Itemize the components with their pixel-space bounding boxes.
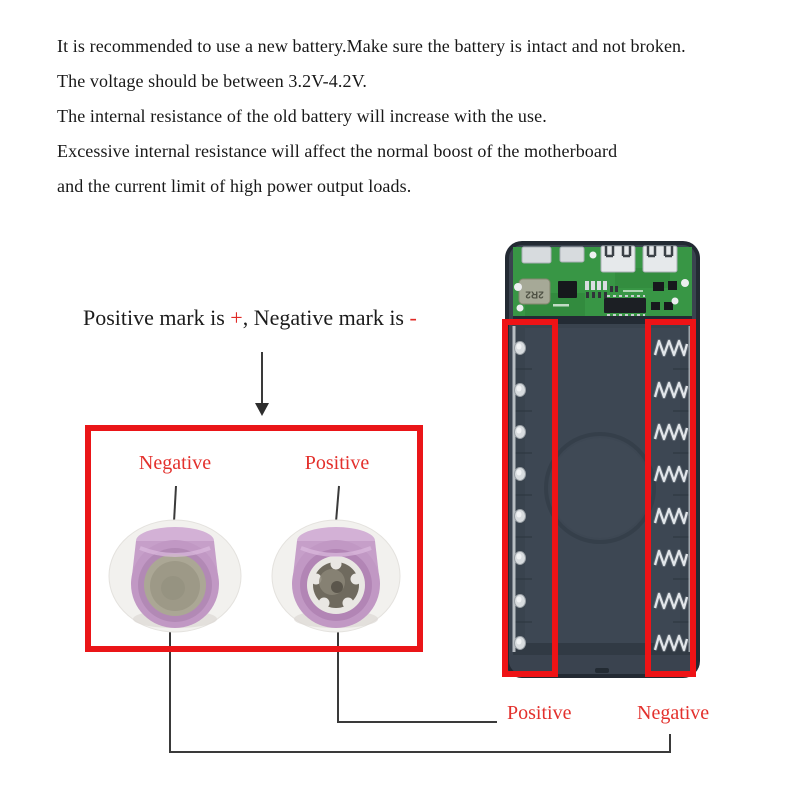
micro-usb-port [522,247,551,263]
usb-a-port-2 [643,246,677,272]
led-hole [590,252,597,259]
screw-hole-right-2 [672,298,679,305]
soic-chip [604,296,646,315]
down-arrow-head [255,403,269,416]
circuit-board [513,246,692,323]
case-negative-label: Negative [637,702,710,724]
small-chip-1 [653,282,664,291]
small-chip-4 [664,302,673,310]
powerbank-case [495,238,710,683]
screw-hole-left-2 [517,305,524,312]
small-chip-3 [651,302,660,310]
case-positive-label: Positive [507,702,572,724]
instruction-line-1: It is recommended to use a new battery.Make sure the battery is intact and not broken. [57,36,686,56]
box-negative-label: Negative [138,452,212,474]
instruction-line-5: and the current limit of high power output loads. [57,176,412,196]
plus-mark: + [230,305,243,330]
screw-hole-right [681,279,689,287]
instruction-line-4: Excessive internal resistance will affect the normal boost of the motherboard [57,141,618,161]
ic-chip [558,281,577,298]
inductor-label: 2R2 [525,288,544,300]
polarity-detail-box [85,425,423,652]
usb-a-port-1 [601,246,635,272]
polarity-note-text: Positive mark is [83,305,231,330]
polarity-note-text2: , Negative mark is [242,305,410,330]
screw-hole-left [514,283,522,291]
minus-mark: - [409,305,417,330]
instruction-line-3: The internal resistance of the old battery will increase with the use. [57,106,547,126]
small-chip-2 [668,281,677,290]
inductor-2r2 [519,279,550,304]
bottom-notch [595,668,609,673]
instruction-line-2: The voltage should be between 3.2V-4.2V. [57,71,367,91]
usb-c-port [560,247,584,262]
battery-compartment [513,324,693,673]
box-positive-label: Positive [304,452,370,474]
